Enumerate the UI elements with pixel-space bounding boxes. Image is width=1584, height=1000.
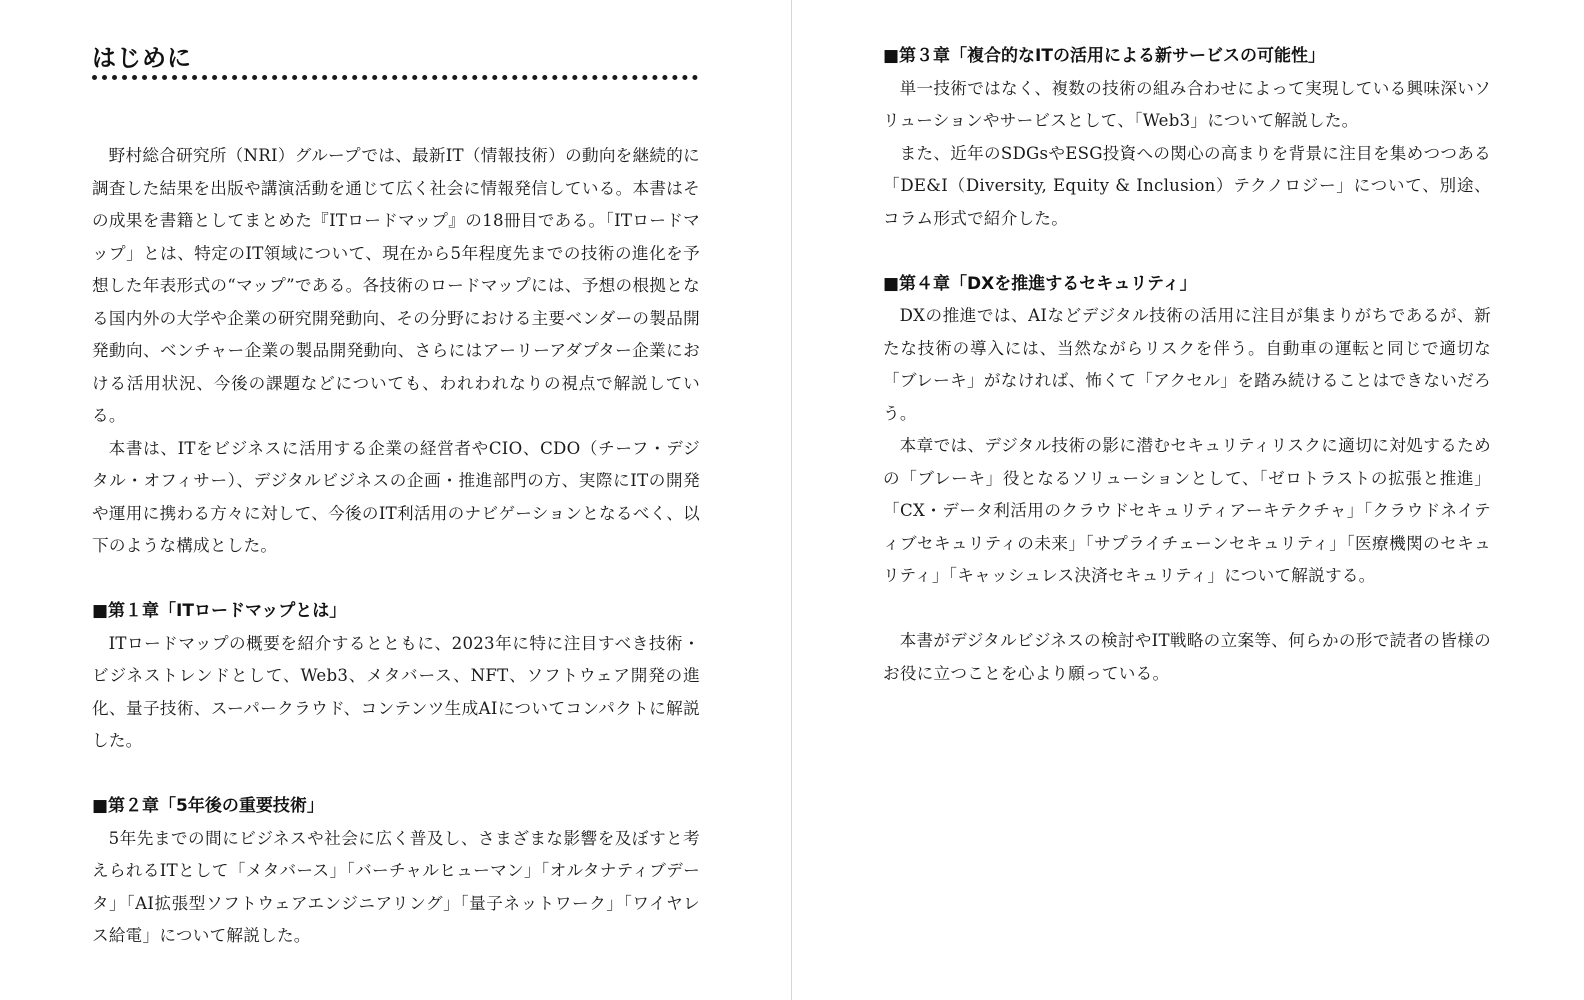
spacer <box>883 235 1491 268</box>
intro-paragraph: 野村総合研究所（NRI）グループでは、最新IT（情報技術）の動向を継続的に調査した結果を出版や講演活動を通じて広く社会に情報発信している。本書はその成果を書籍としてまとめた『ITロードマップ』の18冊目である。「ITロードマップ」とは、特定のIT領域について、現在から5年程度先までの技術の進化を予想した年表形式の“マップ”である。各技術のロードマップには、予想の根拠となる国内外の大学や企業の研究開発動向、その分野における主要ベンダーの製品開発動向、ベンチャー企業の製品開発動向、さらにはアーリーアダプター企業における活用状況、今後の課題などについても、われわれなりの視点で解説している。 <box>92 146 700 425</box>
chapter3-paragraph: また、近年のSDGsやESG投資への関心の高まりを背景に注目を集めつつある「DE&I（Diversity, Equity & Inclusion）テクノロジー」について、別途、コラム形式で紹介した。 <box>883 143 1491 228</box>
chapter1-heading: ■第１章「ITロードマップとは」 <box>92 601 347 621</box>
spacer <box>92 758 700 791</box>
chapter3-heading: ■第３章「複合的なITの活用による新サービスの可能性」 <box>883 46 1325 66</box>
title-dotted-rule <box>92 75 698 80</box>
chapter4-heading: ■第４章「DXを推進するセキュリティ」 <box>883 273 1197 294</box>
chapter4-paragraph: DXの推進では、AIなどデジタル技術の活用に注目が集まりがちであるが、新たな技術の導入には、当然ながらリスクを伴う。自動車の運転と同じで適切な「ブレーキ」がなければ、怖くて「アクセル」を踏み続けることはできないだろう。 <box>883 306 1491 423</box>
chapter2-heading: ■第２章「5年後の重要技術」 <box>92 796 324 816</box>
right-page-body <box>883 40 1491 690</box>
spacer <box>92 563 700 596</box>
page-divider <box>791 0 792 1000</box>
chapter2-text: 5年先までの間にビジネスや社会に広く普及し、さまざまな影響を及ぼすと考えられるITとして「メタバース」「バーチャルヒューマン」「オルタナティブデータ」「AI拡張型ソフトウェアエンジニアリング」「量子ネットワーク」「ワイヤレス給電」について解説した。 <box>92 828 700 945</box>
chapter3-paragraph: 単一技術ではなく、複数の技術の組み合わせによって実現している興味深いソリューションやサービスとして、「Web3」について解説した。 <box>883 78 1491 130</box>
chapter4-paragraph: 本章では、デジタル技術の影に潜むセキュリティリスクに適切に対処するための「ブレーキ」役となるソリューションとして、「ゼロトラストの拡張と推進」「CX・データ利活用のクラウドセキュリティアーキテクチャ」「クラウドネイティブセキュリティの未来」「サプライチェーンセキュリティ」「医療機関のセキュリティ」「キャッシュレス決済セキュリティ」について解説する。 <box>883 436 1491 585</box>
chapter1-text: ITロードマップの概要を紹介するとともに、2023年に特に注目すべき技術・ビジネストレンドとして、Web3、メタバース、NFT、ソフトウェア開発の進化、量子技術、スーパークラウド、コンテンツ生成AIについてコンパクトに解説した。 <box>92 633 700 750</box>
intro-paragraph: 本書は、ITをビジネスに活用する企業の経営者やCIO、CDO（チーフ・デジタル・オフィサー）、デジタルビジネスの企画・推進部門の方、実際にITの開発や運用に携わる方々に対して、今後のIT利活用のナビゲーションとなるべく、以下のような構成とした。 <box>92 438 700 555</box>
page-title: はじめに <box>92 44 192 72</box>
closing-paragraph: 本書がデジタルビジネスの検討やIT戦略の立案等、何らかの形で読者の皆様のお役に立つことを心より願っている。 <box>883 631 1491 683</box>
left-page-body <box>92 140 700 953</box>
spacer <box>883 593 1491 626</box>
